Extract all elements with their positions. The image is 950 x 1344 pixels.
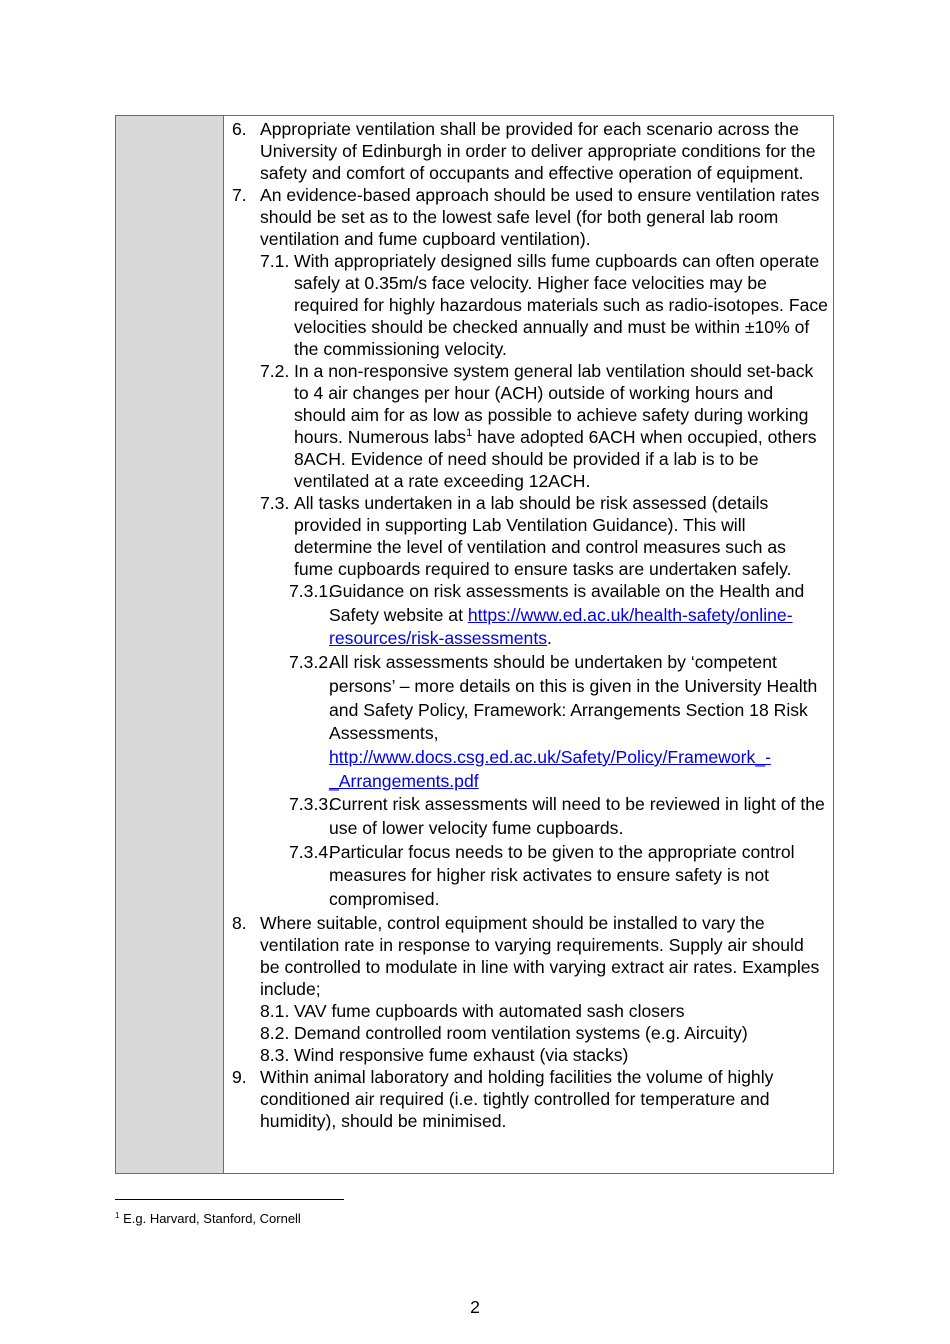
item-number: 8. xyxy=(232,912,247,933)
footnote-reference: 1 xyxy=(466,427,473,439)
footnote xyxy=(115,1211,301,1226)
list-item-7-3-4 xyxy=(232,841,828,912)
item-text: Demand controlled room ventilation systems (e.g. Aircuity) xyxy=(294,1022,748,1043)
item-text: With appropriately designed sills fume cupboards can often operate safely at 0.35m/s face velocity. Higher face velocities may be required for highly hazardous materials such as radio-isotopes. Face velocities should be checked annually and must be within ±10% of the commissioning velocity. xyxy=(294,251,828,359)
list-item-7-3-3 xyxy=(232,793,828,840)
item-number: 7.3.1. xyxy=(289,581,334,601)
item-number: 7.3.2. xyxy=(289,652,334,673)
risk-assessments-link[interactable]: https://www.ed.ac.uk/health-safety/online-resources/risk-assessments xyxy=(329,604,793,649)
footnote-marker: 1 xyxy=(115,1211,120,1220)
item-text: VAV fume cupboards with automated sash closers xyxy=(294,1000,685,1021)
shaded-label-column xyxy=(116,116,224,1173)
list-item-8-1 xyxy=(232,1000,828,1022)
item-text: Particular focus needs to be given to the appropriate control measures for higher risk activates to ensure safety is not compromised. xyxy=(329,841,795,910)
item-number: 8.2. xyxy=(260,1022,290,1043)
list-item-8-2 xyxy=(232,1022,828,1044)
framework-arrangements-link[interactable]: http://www.docs.csg.ed.ac.uk/Safety/Policy/Framework_-_Arrangements.pdf xyxy=(329,746,771,791)
item-text: Within animal laboratory and holding facilities the volume of highly conditioned air required (i.e. tightly controlled for temperature and humidity), should be minimised. xyxy=(260,1066,774,1131)
item-number: 7.3.3. xyxy=(289,794,334,815)
item-text-continued: have adopted 6ACH when occupied, others 8ACH. Evidence of need should be provided if a lab is to be ventilated at a rate exceeding 12ACH. xyxy=(294,427,817,491)
list-item-7-3-1 xyxy=(232,580,828,651)
item-text: Appropriate ventilation shall be provided for each scenario across the University of Edinburgh in order to deliver appropriate conditions for the safety and comfort of occupants and effective operation of equipment. xyxy=(260,119,816,183)
list-item-8 xyxy=(232,912,828,1000)
item-number: 7.3.4. xyxy=(289,841,334,862)
item-number: 7. xyxy=(232,185,247,205)
item-text-end: . xyxy=(547,628,552,649)
item-number: 7.2. xyxy=(260,361,290,381)
list-item-8-3 xyxy=(232,1044,828,1066)
list-item-7-2 xyxy=(232,360,828,492)
item-text: Wind responsive fume exhaust (via stacks) xyxy=(294,1044,629,1065)
item-number: 7.1. xyxy=(260,251,290,271)
item-text: All risk assessments should be undertaken by ‘competent persons’ – more details on this is given in the University Health and Safety Policy, Framework: Arrangements Section 18 Risk Assessments, xyxy=(329,652,818,744)
item-text: An evidence-based approach should be used to ensure ventilation rates should be set as to the lowest safe level (for both general lab room ventilation and fume cupboard ventilation). xyxy=(260,185,820,249)
item-text: Guidance on risk assessments is available on the Health and Safety website at xyxy=(329,581,805,625)
list-item-7-3-2 xyxy=(232,651,828,793)
item-number: 8.3. xyxy=(260,1044,290,1065)
list-item-7-1 xyxy=(232,250,828,360)
item-number: 6. xyxy=(232,119,247,139)
list-item-7-3 xyxy=(232,492,828,580)
item-text: In a non-responsive system general lab ventilation should set-back to 4 air changes per hour (ACH) outside of working hours and should aim for as low as possible to achieve safety during working hours. Numerous labs xyxy=(294,361,814,447)
item-text: Where suitable, control equipment should be installed to vary the ventilation rate in response to varying requirements. Supply air should be controlled to modulate in line with varying extract air rates. Examples include; xyxy=(260,912,820,999)
item-number: 9. xyxy=(232,1066,247,1087)
content-table xyxy=(115,115,834,1174)
requirements-list xyxy=(232,118,828,1132)
page-number: 2 xyxy=(470,1297,480,1317)
item-number: 7.3. xyxy=(260,493,290,513)
list-item-7 xyxy=(232,184,828,250)
item-number: 8.1. xyxy=(260,1000,290,1021)
item-text: All tasks undertaken in a lab should be risk assessed (details provided in supporting Lab Ventilation Guidance). This will determine the level of ventilation and control measures such as fume cupboards required to ensure tasks are undertaken safely. xyxy=(294,493,792,579)
list-item-6 xyxy=(232,118,828,184)
footnote-separator xyxy=(115,1199,344,1200)
footnote-text: E.g. Harvard, Stanford, Cornell xyxy=(123,1211,301,1226)
list-item-9 xyxy=(232,1066,828,1132)
item-text: Current risk assessments will need to be reviewed in light of the use of lower velocity fume cupboards. xyxy=(329,794,825,839)
